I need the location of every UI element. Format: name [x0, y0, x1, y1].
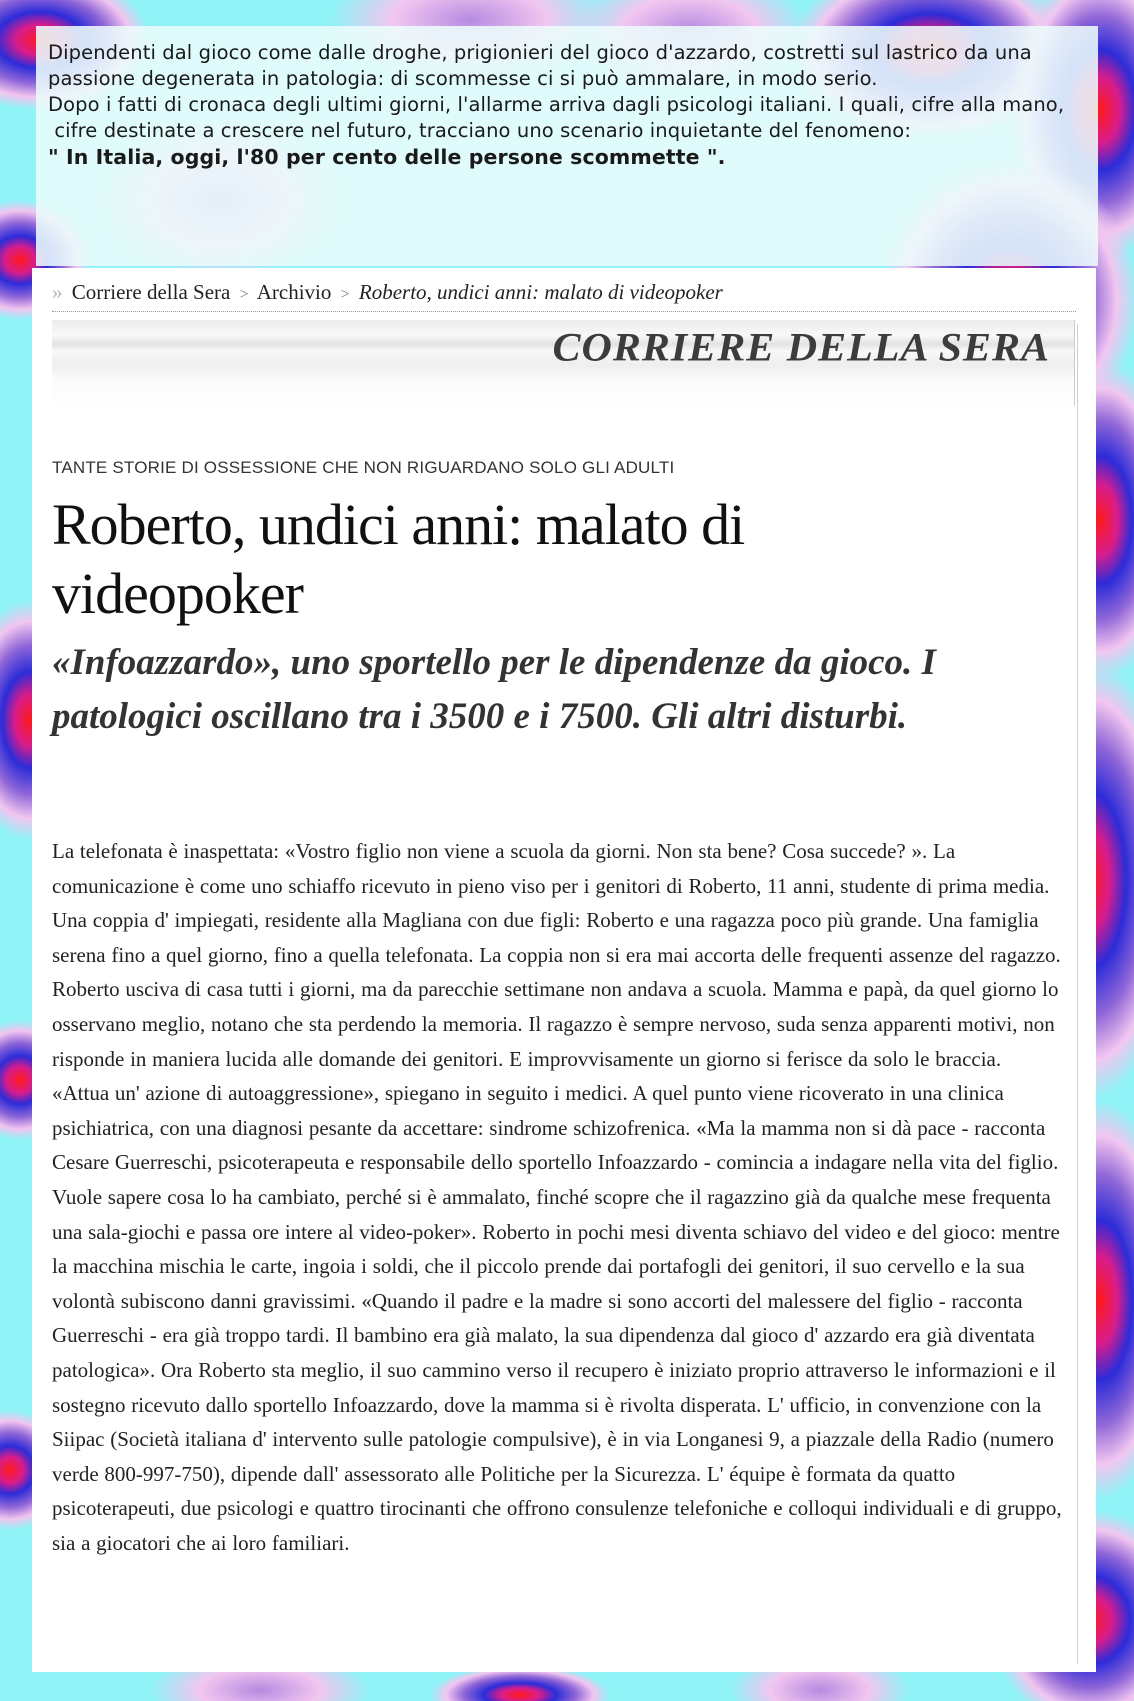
- breadcrumb-item-archive[interactable]: Archivio: [256, 280, 332, 304]
- masthead: [52, 320, 1075, 406]
- breadcrumb-separator: >: [239, 286, 249, 303]
- intro-line-1: Dipendenti dal gioco come dalle droghe, prigionieri del gioco d'azzardo, costretti sul lastrico da una: [48, 41, 1032, 64]
- article-card: [32, 268, 1096, 1672]
- breadcrumb: [52, 280, 1076, 312]
- intro-quote: " In Italia, oggi, l'80 per cento delle persone scommette ".: [48, 145, 726, 169]
- intro-line-4: cifre destinate a crescere nel futuro, tracciano uno scenario inquietante del fenomeno:: [48, 119, 912, 142]
- breadcrumb-item-current: Roberto, undici anni: malato di videopoker: [358, 280, 723, 304]
- column-divider: [1077, 324, 1078, 1664]
- breadcrumb-item-home[interactable]: Corriere della Sera: [71, 280, 231, 304]
- article-body: La telefonata è inaspettata: «Vostro figlio non viene a scuola da giorni. Non sta bene? Cosa succede? ». La comunicazione è come uno schiaffo ricevuto in pieno viso per i genitori di Roberto, 11 anni, studente di prima media. Una coppia d' impiegati, residente alla Magliana con due figli: Roberto e una ragazza poco più grande. Una famiglia serena fino a quel giorno, fino a quella telefonata. La coppia non si era mai accorta delle frequenti assenze del ragazzo. Roberto usciva di casa tutti i giorni, ma da parecchie settimane non andava a scuola. Mamma e papà, da quel giorno lo osservano meglio, notano che sta perdendo la memoria. Il ragazzo è sempre nervoso, suda senza apparenti motivi, non risponde in maniera lucida alle domande dei genitori. E improvvisamente un giorno si ferisce da solo le braccia. «Attua un' azione di autoaggressione», spiegano in seguito i medici. A quel punto viene ricoverato in una clinica psichiatrica, con una diagnosi pesante da accettare: sindrome schizofrenica. «Ma la mamma non si dà pace - racconta Cesare Guerreschi, psicoterapeuta e responsabile dello sportello Infoazzardo - comincia a indagare nella vita del figlio. Vuole sapere cosa lo ha cambiato, perché si è ammalato, finché scopre che il ragazzino già da qualche mese frequenta una sala-giochi e passa ore intere al video-poker». Roberto in pochi mesi diventa schiavo del video e del gioco: mentre la macchina mischia le carte, ingoia i soldi, che il piccolo prende dai portafogli dei genitori, il suo cervello e la sua volontà subiscono danni gravissimi. «Quando il padre e la madre si sono accorti del malessere del figlio - racconta Guerreschi - era già troppo tardi. Il bambino era già malato, la sua dipendenza dal gioco d' azzardo era già diventata patologica». Ora Roberto sta meglio, il suo cammino verso il recupero è iniziato proprio attraverso le informazioni e il sostegno ricevuto dallo sportello Infoazzardo, dove la mamma si è rivolta disperata. L' ufficio, in convenzione con la Siipac (Società italiana d' intervento sulle patologie compulsive), è in via Longanesi 9, a piazzale della Radio (numero verde 800-997-750), dipende dall' assessorato alle Politiche per la Sicurezza. L' équipe è formata da quatto psicoterapeuti, due psicologi e quattro tirocinanti che offrono consulenze telefoniche e colloqui individuali e di gruppo, sia a giocatori che ai loro familiari.: [52, 839, 1062, 1555]
- newspaper-logo[interactable]: CORRIERE DELLA SERA: [552, 326, 1050, 370]
- breadcrumb-separator: >: [340, 286, 350, 303]
- article-headline: Roberto, undici anni: malato di videopoker: [52, 492, 745, 626]
- intro-panel: [36, 26, 1098, 266]
- article-subhead: «Infoazzardo», uno sportello per le dipendenze da gioco. I patologici oscillano tra i 3500 e i 7500. Gli altri disturbi.: [52, 642, 936, 737]
- intro-line-2: passione degenerata in patologia: di scommesse ci si può ammalare, in modo serio.: [48, 67, 878, 90]
- breadcrumb-marker: »: [52, 280, 63, 304]
- intro-line-3: Dopo i fatti di cronaca degli ultimi giorni, l'allarme arriva dagli psicologi italiani. I quali, cifre alla mano,: [48, 93, 1065, 116]
- article-kicker: TANTE STORIE DI OSSESSIONE CHE NON RIGUARDANO SOLO GLI ADULTI: [52, 458, 675, 477]
